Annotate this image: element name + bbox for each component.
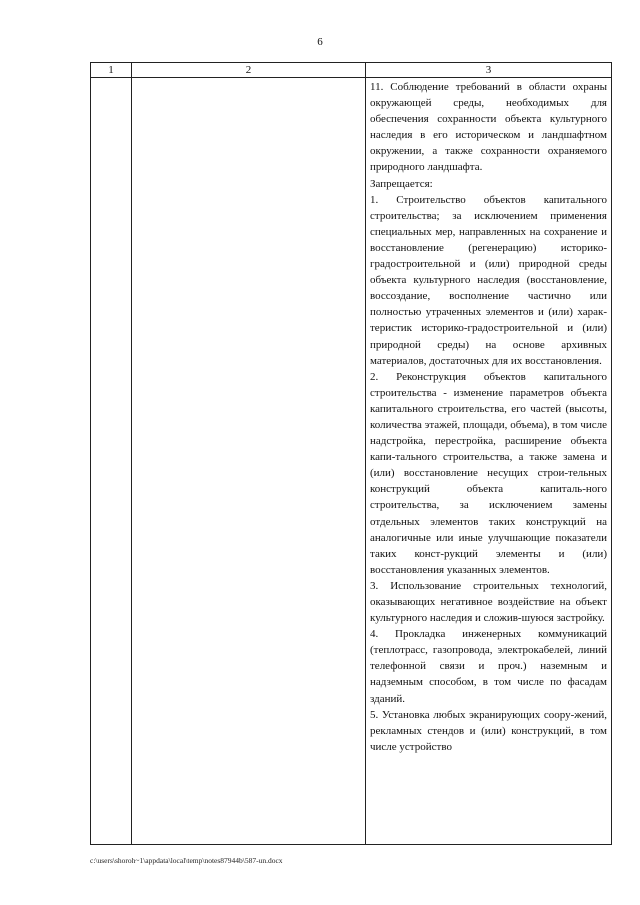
- column-header-1: 1: [91, 63, 132, 78]
- table-row: [91, 78, 612, 845]
- paragraph-environment: 11. Соблюдение требований в области охраны окружающей среды, необходимых для обеспечения сохранности объекта культурного наследия в его историческом и ландшафтном окружении, а также сохранности охраняемого природного ландшафта.: [370, 81, 607, 174]
- table-header-row: [91, 63, 612, 78]
- paragraph-item-4: 4. Прокладка инженерных коммуникаций (теплотрасс, газопровода, электрокабелей, линий телефонной связи и проч.) наземным и надземным способом, в том числе по фасадам зданий.: [370, 628, 607, 705]
- footer-file-path: c:\users\shoroh~1\appdata\local\temp\notes87944b\587-un.docx: [90, 856, 283, 865]
- paragraph-item-3: 3. Использование строительных технологий, оказывающих негативное воздействие на объект культурного наследия и сложив-шуюся застройку.: [370, 579, 607, 625]
- paragraph-item-5: 5. Установка любых экранирующих соору-жений, рекламных стендов и (или) конструкций, в том числе устройство: [370, 708, 607, 753]
- column-header-2: 2: [132, 63, 366, 78]
- paragraph-item-1: 1. Строительство объектов капитального строительства; за исключением применения специальных мер, направленных на сохранение и восстановление (регенерацию) историко-градостроительной и (или) природной среды объекта культурного наследия (восстановление, воссоздание, восполнение частично или полностью утраченных элементов и (или) харак-теристик историко-градостроительной и (или) природной среды) на основе архивных материалов, достаточных для их восстановления.: [370, 193, 607, 367]
- column-header-3: 3: [366, 63, 612, 78]
- requirements-text: [366, 78, 611, 755]
- paragraph-item-2: 2. Реконструкция объектов капитального строительства - изменение параметров объекта капитального строительства, его частей (высоты, количества этажей, площади, объема), в том числе надстройка, перестройка, расширение объекта капи-тального строительства, а также замена и (или) восстановление несущих строи-тельных конструкций объекта капиталь-ного строительства, за исключением замены отдельных элементов таких конструкций на аналогичные или иные улучшающие показатели таких конст-рукций элементы и (или) восстановления указанных элементов.: [370, 370, 607, 576]
- document-table: [90, 62, 612, 845]
- cell-column-3: [366, 78, 612, 845]
- page-number: 6: [317, 36, 323, 48]
- cell-column-1: [91, 78, 132, 845]
- paragraph-prohibited-heading: Запрещается:: [370, 177, 433, 190]
- cell-column-2: [132, 78, 366, 845]
